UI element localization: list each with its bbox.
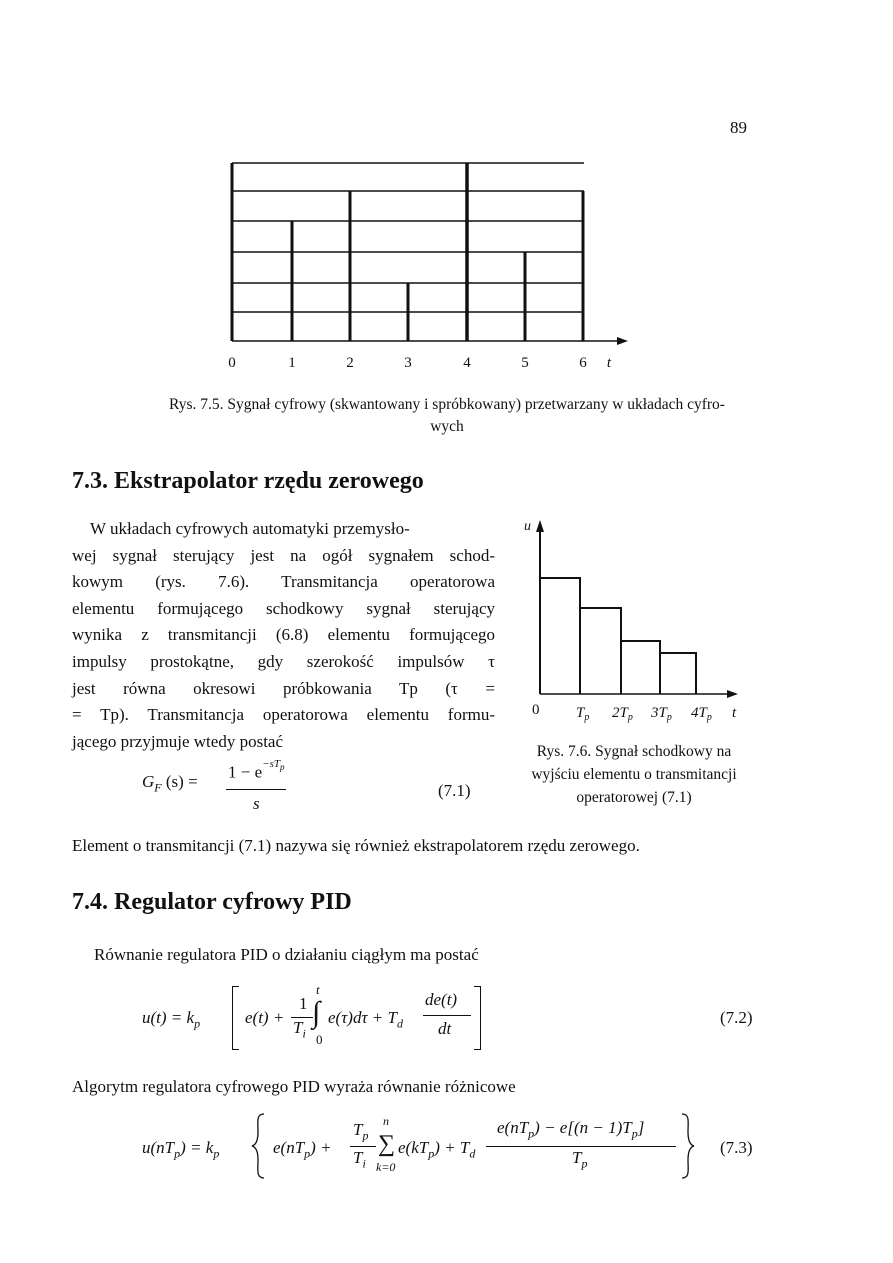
- section-7-4-middle: Algorytm regulatora cyfrowego PID wyraża równanie różnicowe: [72, 1077, 516, 1096]
- axis-label-t: t: [732, 705, 737, 721]
- section-7-3-title: 7.3. Ekstrapolator rzędu zerowego: [72, 468, 424, 494]
- paragraph-line: impulsy prostokątne, gdy szerokość impulsów τ: [72, 651, 495, 671]
- tick-label: 3: [404, 355, 412, 371]
- paragraph-line: wej sygnał sterujący jest na ogół sygnałem schod-: [72, 545, 495, 565]
- paragraph-line: kowym (rys. 7.6). Transmitancja operatorowa: [72, 572, 495, 592]
- eq73-diff-num: $e(nT_p) - e[(n - 1)T_p]$: [497, 1118, 645, 1141]
- paragraph-line: jącego przyjmuje wtedy postać: [72, 731, 284, 751]
- tick-label-4tp: $4T_p$: [691, 705, 712, 723]
- tick-label: 0: [228, 355, 236, 371]
- section-7-3-closing: Element o transmitancji (7.1) nazywa się również ekstrapolatorem rzędu zerowego.: [72, 836, 640, 855]
- tick-label: 2: [346, 355, 354, 371]
- tick-label: 5: [521, 355, 529, 371]
- time-axis-arrow: [617, 337, 628, 345]
- tick-label: 6: [579, 355, 587, 371]
- eq72-deriv-num: de(t): [425, 990, 458, 1009]
- figure-7-5: [222, 155, 642, 377]
- eq72-integrand: $e(\tau)d\tau + T_d$: [328, 1008, 403, 1031]
- time-axis-arrow: [727, 690, 738, 698]
- staircase-signal: [540, 578, 696, 694]
- eq71-number: (7.1): [438, 781, 471, 800]
- eq73-frac-den: $T_i$: [353, 1148, 366, 1171]
- caption-line: operatorowej (7.1): [576, 789, 692, 806]
- tick-label: 4: [463, 355, 471, 371]
- paragraph-line: W układach cyfrowych automatyki przemysło-: [90, 519, 410, 538]
- left-brace: [252, 1114, 264, 1178]
- eq73-sum-term: $e(kT_p) + T_d$: [398, 1138, 476, 1161]
- eq73-braces: [250, 1110, 700, 1182]
- eq73-lhs: $u(nT_p) = k_p$: [142, 1138, 220, 1161]
- axis-label-u: u: [524, 519, 531, 534]
- tick-label-2tp: $2T_p$: [612, 705, 633, 723]
- zero-label: 0: [532, 702, 540, 718]
- eq72-term-e: e(t) +: [245, 1008, 285, 1027]
- equation-7-1: [140, 758, 500, 820]
- paragraph-line: = Tp). Transmitancja operatorowa elementu formu-: [72, 705, 495, 725]
- eq71-exponent: −sTp: [262, 758, 285, 773]
- section-7-4-title: 7.4. Regulator cyfrowy PID: [72, 889, 352, 915]
- eq72-frac-num: 1: [299, 994, 308, 1013]
- caption-line: wyjściu elementu o transmitancji: [531, 766, 737, 783]
- eq72-int-upper: t: [316, 982, 320, 997]
- paragraph-line: jest równa okresowi próbkowania Tp (τ =: [72, 678, 495, 698]
- eq72-bracket-left: [232, 986, 239, 1050]
- eq72-frac-den: $T_i$: [293, 1018, 306, 1041]
- caption-line: Rys. 7.5. Sygnał cyfrowy (skwantowany i spróbkowany) przetwarzany w układach cyfro-: [169, 396, 725, 413]
- eq72-bracket-right: [474, 986, 481, 1050]
- eq72-deriv-den: dt: [438, 1019, 452, 1038]
- figure-7-6-caption: [498, 740, 770, 809]
- section-7-3-paragraph: [72, 516, 495, 755]
- eq71-denominator: s: [253, 794, 260, 813]
- caption-line: Rys. 7.6. Sygnał schodkowy na: [536, 743, 732, 760]
- section-7-4-intro: Równanie regulatora PID o działaniu ciągłym ma postać: [94, 945, 479, 964]
- caption-line: wych: [430, 418, 464, 435]
- eq72-number: (7.2): [720, 1008, 753, 1027]
- eq73-sum-upper: n: [383, 1114, 389, 1128]
- eq73-term-e: $e(nT_p)$ +: [273, 1138, 332, 1161]
- paragraph-line: elementu formującego schodkowy sygnał sterujący: [72, 598, 495, 618]
- tick-label-3tp: $3T_p$: [651, 705, 672, 723]
- eq72-int-lower: 0: [316, 1032, 323, 1047]
- eq71-numerator: $1 - e^{-sT_p}$: [228, 758, 285, 782]
- integral-sign: ∫: [312, 996, 321, 1029]
- paragraph-line: wynika z transmitancji (6.8) elementu formującego: [72, 625, 495, 645]
- eq72-lhs: $u(t) = k_p$: [142, 1008, 201, 1031]
- figure-7-6: [510, 512, 770, 727]
- tick-label-tp: $T_p$: [576, 705, 590, 723]
- sum-sign: ∑: [378, 1131, 396, 1157]
- eq71-lhs: $G_F$ (s) =: [142, 772, 198, 795]
- eq73-sum-lower: k=0: [376, 1160, 396, 1174]
- eq73-number: (7.3): [720, 1138, 753, 1157]
- figure-7-5-caption: [72, 394, 822, 438]
- right-brace: [682, 1114, 694, 1178]
- eq72-deriv-bar: [423, 1015, 471, 1016]
- axis-label-t: t: [606, 355, 612, 371]
- page-number: 89: [730, 118, 747, 137]
- eq73-frac-num: $T_p$: [353, 1120, 369, 1143]
- eq73-diff-den: $T_p$: [572, 1148, 588, 1171]
- tick-label: 1: [288, 355, 296, 371]
- eq71-fraction-bar: [226, 789, 286, 790]
- equation-7-2: [140, 982, 780, 1054]
